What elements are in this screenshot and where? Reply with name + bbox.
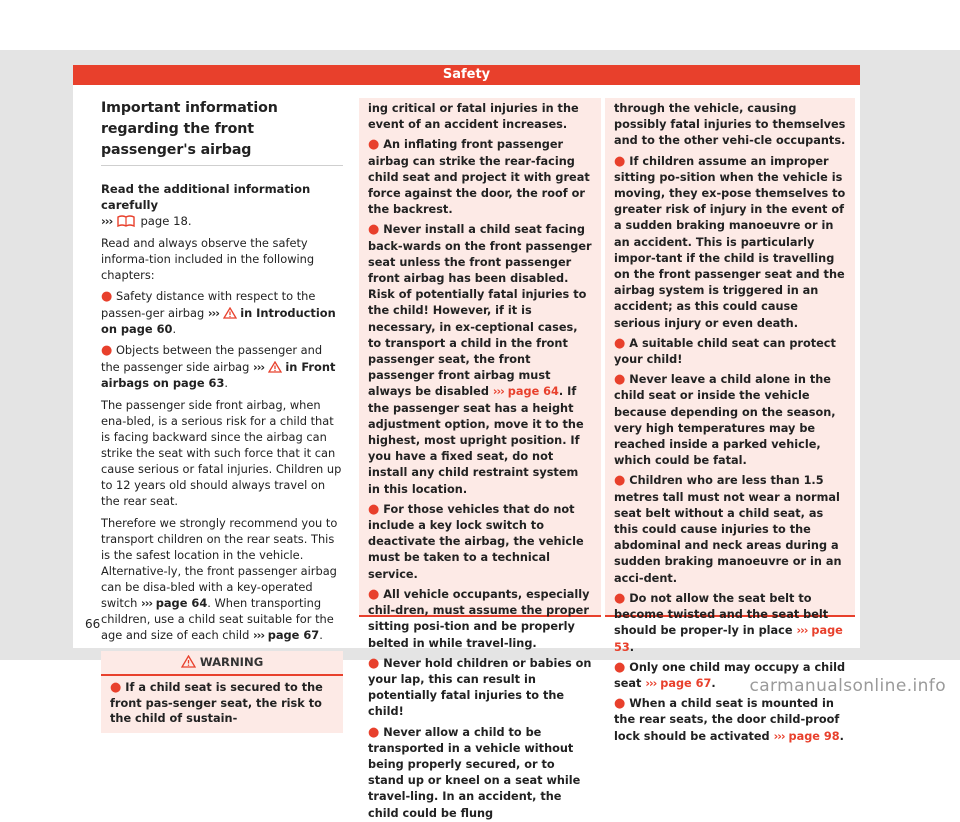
page-link[interactable]: page 64 xyxy=(155,596,208,610)
column-1 xyxy=(101,98,343,733)
list-item: ● Children who are less than 1.5 metres tall must not wear a normal seat belt without a child seat, as this could cause injuries to the abdominal and neck areas during a sudden braking manoeuvre or in an acci-dent. xyxy=(614,473,842,585)
bullet: ● xyxy=(614,659,626,675)
bullet: ● xyxy=(101,343,113,358)
lead-paragraph: Read the additional information carefully ››› page 18. xyxy=(101,182,311,228)
list-item: ● When a child seat is mounted in the rear seats, the door child-proof lock should be activated ››› page 98. xyxy=(614,696,844,743)
bullet: ● xyxy=(368,655,380,671)
bullet: ● xyxy=(614,696,626,712)
body-paragraph: Therefore we strongly recommend you to transport children on the rear seats. This is the safest location in the vehicle. Alternative-ly, the front passenger airbag can be disa-bled with a key-operated switch ››› page 64. When transporting children, use a child seat suitable for the age and size of each child ››› page 67. xyxy=(101,516,338,642)
warning-box xyxy=(101,651,343,733)
bullet: ● xyxy=(614,372,626,388)
page-link[interactable]: ››› page 98 xyxy=(773,729,840,743)
page-link[interactable]: page 18. xyxy=(140,214,192,228)
bullet: ● xyxy=(614,335,626,351)
bullet: ● xyxy=(614,153,626,169)
warning-icon xyxy=(223,307,237,319)
section-title: Important information regarding the front passenger's airbag xyxy=(101,98,343,166)
page-link[interactable]: ››› page 67 xyxy=(645,676,712,690)
reference-arrows: ››› xyxy=(253,360,265,374)
list-item: ● All vehicle occupants, especially chil-dren, must assume the proper sitting posi-tion and be properly belted in while travel-ling. xyxy=(368,586,590,650)
reference-arrows: ››› xyxy=(207,306,219,320)
bullet: ● xyxy=(368,222,380,238)
warning-icon xyxy=(268,361,282,373)
bullet: ● xyxy=(368,724,380,740)
list-item: ● Do not allow the seat belt to become twisted and the seat belt should be proper-ly in place ››› page 53. xyxy=(614,590,843,654)
warning-icon xyxy=(181,655,196,668)
list-item: ● Only one child may occupy a child seat ››› page 67. xyxy=(614,659,846,690)
reference-arrows: ››› xyxy=(101,214,113,228)
intro-text: Read and always observe the safety informa-tion included in the following chapters: xyxy=(101,236,315,282)
body-paragraph: The passenger side front airbag, when ena-bled, is a serious risk for a child that is facing backward since the airbag can strike the seat with such force that it can cause serious or fatal injuries. Children up to 12 years old should always travel on the rear seat. xyxy=(101,398,342,508)
reference-arrows: ››› xyxy=(141,596,153,610)
watermark-text: carmanualsonline.info xyxy=(749,676,946,696)
list-item: ● For those vehicles that do not include a key lock switch to deactivate the airbag, the vehicle must be taken to a technical service. xyxy=(368,501,584,581)
list-item: ● Never install a child seat facing back-wards on the front passenger seat unless the front passenger front airbag has been disabled. Risk of potentially fatal injuries to the child! However, if it is necessary, in ex-ceptional cases, to transport a child in the front passenger seat, the front passenger front airbag must always be disabled ››› page 64. If the passenger seat has a height adjustment option, move it to the highest, most upright position. If you have a fixed seat, do not install any child restraint system in this location. xyxy=(368,222,592,496)
page-link[interactable]: in Introduction on page 60 xyxy=(101,306,336,336)
list-item: ● Never hold children or babies on your lap, this can result in potentially fatal injuries to the child! xyxy=(368,655,592,719)
list-item: ● If a child seat is secured to the front pas-senger seat, the risk to the child of sustain- xyxy=(110,680,323,725)
warning-title: WARNING xyxy=(101,654,343,676)
list-item: ● Safety distance with respect to the passen-ger airbag ››› in Introduction on page 60. xyxy=(101,289,336,336)
page-link[interactable]: page 67 xyxy=(267,628,320,642)
section-header: Safety xyxy=(73,65,860,85)
warning-panel-continued xyxy=(359,98,601,820)
page-link[interactable]: ››› page 53 xyxy=(614,624,843,654)
list-item: ● A suitable child seat can protect your child! xyxy=(614,335,836,367)
list-item: ● An inflating front passenger airbag can strike the rear-facing child seat and project it with great force against the door, the roof or the backrest. xyxy=(368,137,590,217)
list-item: ● Objects between the passenger and the passenger side airbag ››› in Front airbags on page 63. xyxy=(101,343,336,390)
book-icon xyxy=(116,214,136,227)
list-item: ● Never leave a child alone in the child seat or inside the vehicle because depending on the season, very high temperatures may be reached inside a parked vehicle, which could be fatal. xyxy=(614,372,836,468)
bullet: ● xyxy=(368,586,380,602)
continued-text: through the vehicle, causing possibly fatal injuries to themselves and to the other vehi-cle occupants. xyxy=(614,102,846,148)
page-number: 66 xyxy=(85,617,101,631)
bullet: ● xyxy=(614,590,626,606)
bullet: ● xyxy=(101,289,113,304)
bullet: ● xyxy=(110,680,122,695)
continued-text: ing critical or fatal injuries in the event of an accident increases. xyxy=(368,102,579,132)
page-link[interactable]: in Front airbags on page 63 xyxy=(101,360,336,390)
reference-arrows: ››› xyxy=(252,628,265,642)
bullet: ● xyxy=(614,473,626,489)
bullet: ● xyxy=(368,501,380,517)
bullet: ● xyxy=(368,137,380,153)
list-item: ● If children assume an improper sitting po-sition when the vehicle is moving, they ex-pose themselves to greater risk of injury in the event of a sudden braking manoeuvre or in an accident. This is particularly impor-tant if the child is travelling on the front passenger seat and the airbag system is triggered in an accident; as this could cause serious injury or even death. xyxy=(614,153,846,330)
page-link[interactable]: ››› page 64 xyxy=(492,385,559,399)
list-item: ● Never allow a child to be transported in a vehicle without being properly secured, or to stand up or kneel on a seat while travel-ling. In an accident, the child could be flung xyxy=(368,724,581,820)
